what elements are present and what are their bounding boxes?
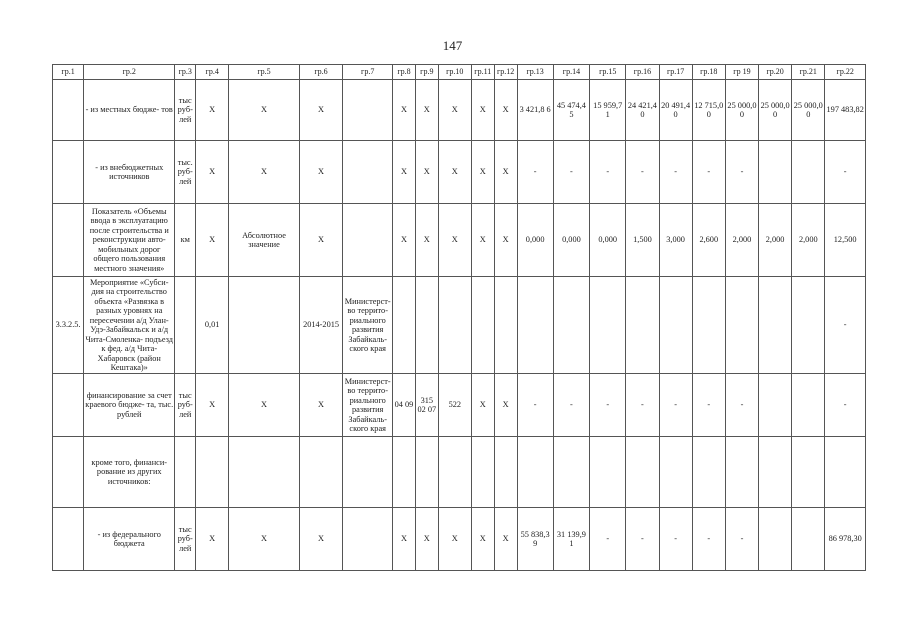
table-cell: X <box>415 141 438 204</box>
table-cell: - <box>626 141 659 204</box>
column-header: гр.20 <box>759 65 792 80</box>
table-cell: - <box>725 508 758 571</box>
table-cell: - <box>590 374 626 437</box>
table-cell <box>517 277 553 374</box>
table-cell: тыс руб- лей <box>175 374 196 437</box>
table-cell <box>553 437 589 508</box>
column-header: гр.17 <box>659 65 692 80</box>
table-cell: 12,500 <box>825 204 866 277</box>
table-cell <box>471 277 494 374</box>
column-header: гр.21 <box>792 65 825 80</box>
table-cell: 0,01 <box>196 277 229 374</box>
table-cell <box>792 141 825 204</box>
table-cell <box>229 437 300 508</box>
table-cell <box>53 141 84 204</box>
table-cell <box>759 141 792 204</box>
table-cell <box>590 437 626 508</box>
table-cell: X <box>494 374 517 437</box>
table-cell: - из местных бюдже- тов <box>84 80 175 141</box>
table-cell: X <box>229 508 300 571</box>
table-cell <box>415 437 438 508</box>
table-cell: 3.3.2.5. <box>53 277 84 374</box>
column-header: гр.13 <box>517 65 553 80</box>
table-cell: Министерст- во террито- риального развития Забайкаль- ского края <box>343 374 393 437</box>
table-row <box>53 437 866 508</box>
table-cell: - <box>590 141 626 204</box>
table-cell: финансирование за счет краевого бюдже- та, тыс. рублей <box>84 374 175 437</box>
table-cell <box>725 277 758 374</box>
table-cell: 3 421,8 6 <box>517 80 553 141</box>
table-cell: 12 715,0 0 <box>692 80 725 141</box>
column-header: гр.2 <box>84 65 175 80</box>
table-cell: 1,500 <box>626 204 659 277</box>
table-cell: X <box>494 80 517 141</box>
table-cell: - <box>692 508 725 571</box>
table-cell <box>53 437 84 508</box>
table-cell <box>692 277 725 374</box>
table-cell <box>299 437 343 508</box>
table-cell <box>229 277 300 374</box>
table-cell: X <box>471 141 494 204</box>
column-header: гр 19 <box>725 65 758 80</box>
table-cell: X <box>299 508 343 571</box>
header-row <box>53 65 866 80</box>
table-cell <box>792 437 825 508</box>
column-header: гр.16 <box>626 65 659 80</box>
column-header: гр.9 <box>415 65 438 80</box>
table-cell: 45 474,4 5 <box>553 80 589 141</box>
table-cell: X <box>471 374 494 437</box>
table-cell: - <box>659 374 692 437</box>
table-cell: 24 421,4 0 <box>626 80 659 141</box>
table-row <box>53 204 866 277</box>
table-cell: - <box>825 374 866 437</box>
table-cell <box>792 508 825 571</box>
table-cell: X <box>471 80 494 141</box>
table-cell <box>517 437 553 508</box>
table-cell <box>175 277 196 374</box>
table-cell: Министерст- во террито- риального развития Забайкаль- ского края <box>343 277 393 374</box>
column-header: гр.15 <box>590 65 626 80</box>
table-cell: X <box>415 508 438 571</box>
table-cell <box>343 508 393 571</box>
table-row <box>53 277 866 374</box>
table-cell <box>175 437 196 508</box>
table-cell: X <box>471 204 494 277</box>
table-cell: тыс рyб- лей <box>175 80 196 141</box>
table-row <box>53 141 866 204</box>
table-cell: X <box>393 204 416 277</box>
table-cell: - <box>659 508 692 571</box>
table-cell: - <box>517 141 553 204</box>
column-header: гр.5 <box>229 65 300 80</box>
table-cell <box>494 277 517 374</box>
table-cell <box>393 437 416 508</box>
table-cell: X <box>229 80 300 141</box>
table-cell: 55 838,3 9 <box>517 508 553 571</box>
table-cell <box>494 437 517 508</box>
table-cell: 522 <box>438 374 471 437</box>
column-header: гр.1 <box>53 65 84 80</box>
table-cell: - <box>553 141 589 204</box>
table-cell: 0,000 <box>553 204 589 277</box>
table-cell: км <box>175 204 196 277</box>
table-cell: - <box>626 508 659 571</box>
table-cell <box>343 80 393 141</box>
column-header: гр.10 <box>438 65 471 80</box>
table-cell <box>53 204 84 277</box>
table-cell: X <box>196 141 229 204</box>
table-cell: X <box>196 80 229 141</box>
table-cell: X <box>229 374 300 437</box>
table-cell: X <box>438 508 471 571</box>
table-cell: X <box>494 508 517 571</box>
table-cell <box>759 437 792 508</box>
table-cell: X <box>471 508 494 571</box>
table-cell: 04 09 <box>393 374 416 437</box>
table-cell: - <box>553 374 589 437</box>
column-header: гр.11 <box>471 65 494 80</box>
table-cell: - <box>590 508 626 571</box>
table-cell <box>825 437 866 508</box>
table-cell <box>53 374 84 437</box>
table-cell: X <box>299 374 343 437</box>
table-cell: - из федерального бюджета <box>84 508 175 571</box>
table-cell: X <box>229 141 300 204</box>
table-cell: - <box>825 141 866 204</box>
table-cell: X <box>393 141 416 204</box>
table-cell: 2,000 <box>792 204 825 277</box>
column-header: гр.8 <box>393 65 416 80</box>
table-cell: X <box>415 80 438 141</box>
table-cell: тыс руб- лей <box>175 508 196 571</box>
column-header: гр.6 <box>299 65 343 80</box>
table-cell <box>438 437 471 508</box>
table-row <box>53 374 866 437</box>
table-cell: X <box>494 141 517 204</box>
table-cell: - <box>692 374 725 437</box>
table-cell: Абсолютное значение <box>229 204 300 277</box>
table-cell <box>792 277 825 374</box>
table-cell: 3,000 <box>659 204 692 277</box>
table-row <box>53 508 866 571</box>
table-cell: - <box>725 374 758 437</box>
table-cell <box>759 508 792 571</box>
table-cell <box>53 508 84 571</box>
table-cell: 2014-2015 <box>299 277 343 374</box>
table-cell <box>196 437 229 508</box>
table-cell: X <box>494 204 517 277</box>
table-cell: 31 139,9 1 <box>553 508 589 571</box>
table-cell: - <box>692 141 725 204</box>
table-cell <box>393 277 416 374</box>
table-cell <box>692 437 725 508</box>
table-cell: X <box>415 204 438 277</box>
table-cell <box>792 374 825 437</box>
table-cell: кроме того, финанси- рование из других источников: <box>84 437 175 508</box>
table-cell: 197 483,82 <box>825 80 866 141</box>
column-header: гр.14 <box>553 65 589 80</box>
table-cell: - <box>626 374 659 437</box>
budget-table <box>52 64 866 571</box>
table-cell <box>626 437 659 508</box>
table-cell: - <box>517 374 553 437</box>
column-header: гр.4 <box>196 65 229 80</box>
table-row <box>53 80 866 141</box>
table-cell: X <box>196 508 229 571</box>
column-header: гр.18 <box>692 65 725 80</box>
table-cell: - <box>725 141 758 204</box>
table-cell <box>759 277 792 374</box>
table-cell: X <box>299 141 343 204</box>
table-cell: 25 000,0 0 <box>792 80 825 141</box>
table-cell: X <box>196 374 229 437</box>
column-header: гр.7 <box>343 65 393 80</box>
table-cell: - <box>825 277 866 374</box>
table-cell: тыс. руб- лей <box>175 141 196 204</box>
table-cell: 0,000 <box>517 204 553 277</box>
table-cell: - из внебюджетных источников <box>84 141 175 204</box>
table-cell <box>553 277 589 374</box>
table-cell <box>343 204 393 277</box>
table-cell: X <box>393 508 416 571</box>
table-cell <box>415 277 438 374</box>
table-cell: X <box>438 204 471 277</box>
table-cell: X <box>196 204 229 277</box>
table-cell <box>53 80 84 141</box>
page-number: 147 <box>442 38 463 53</box>
table-cell: - <box>659 141 692 204</box>
table-cell: 2,000 <box>725 204 758 277</box>
table-cell <box>626 277 659 374</box>
table-cell: 20 491,4 0 <box>659 80 692 141</box>
table-cell: 315 02 07 <box>415 374 438 437</box>
table-cell <box>343 141 393 204</box>
table-cell: X <box>393 80 416 141</box>
table-cell: 0,000 <box>590 204 626 277</box>
table-cell <box>438 277 471 374</box>
table-cell: 2,000 <box>759 204 792 277</box>
table-cell: X <box>299 80 343 141</box>
table-cell <box>343 437 393 508</box>
table-cell: 15 959,7 1 <box>590 80 626 141</box>
table-cell: 86 978,30 <box>825 508 866 571</box>
table-cell: X <box>438 141 471 204</box>
table-cell: 25 000,0 0 <box>759 80 792 141</box>
table-cell: 25 000,0 0 <box>725 80 758 141</box>
table-cell <box>471 437 494 508</box>
table-cell: Мероприятие «Субси- дия на строительство объекта «Развязка в разных уровнях на пересечении а/д Улан- Удэ-Забайкальск и а/д Чита-Смоленка- подъезд к фед. а/д Чита-Хабаровск (район Кештака)» <box>85 277 173 372</box>
table-cell: X <box>438 80 471 141</box>
table-cell <box>725 437 758 508</box>
column-header: гр.22 <box>825 65 866 80</box>
column-header: гр.3 <box>175 65 196 80</box>
table-cell: X <box>299 204 343 277</box>
table-cell <box>659 437 692 508</box>
table-cell <box>759 374 792 437</box>
table-cell <box>590 277 626 374</box>
column-header: гр.12 <box>494 65 517 80</box>
table-cell: Показатель «Объемы ввода в эксплуатацию после строительства и реконструкции авто- мобильных дорог общего пользования местного значения» <box>84 204 175 277</box>
table-cell: 2,600 <box>692 204 725 277</box>
table-cell <box>659 277 692 374</box>
